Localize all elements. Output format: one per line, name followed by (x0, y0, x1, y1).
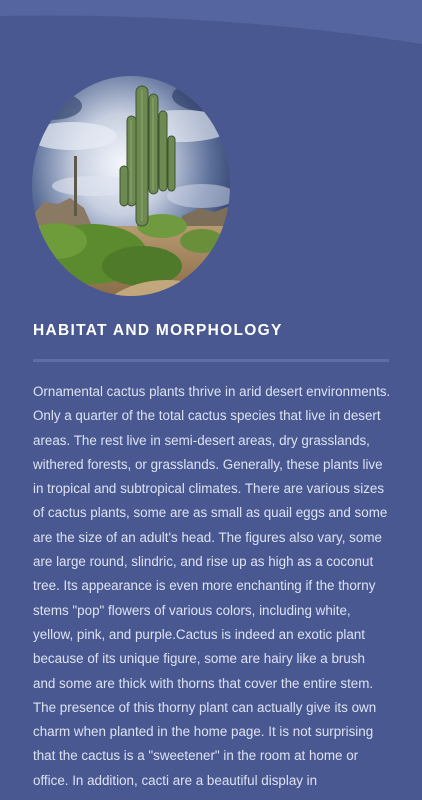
section-body-text: Ornamental cactus plants thrive in arid desert environments. Only a quarter of the total cactus species that live in desert areas. The rest live in semi-desert areas, dry grasslands, withered forests, or grasslands. Generally, these plants live in tropical and subtropical climates. There are various sizes of cactus plants, some are as small as quail eggs and some are the size of an adult's head. The figures also vary, some are large round, slindric, and rise up as high as a coconut tree. Its appearance is even more enchanting if the thorny stems "pop" flowers of various colors, including white, yellow, pink, and purple.Cactus is indeed an exotic plant because of its unique figure, some are hairy like a brush and some are thick with thorns that cover the entire stem. The presence of this thorny plant can actually give its own charm when planted in the home page. It is not surprising that the cactus is a "sweetener" in the room at home or office. In addition, cacti are a beautiful display in (33, 384, 391, 788)
section-heading: HABITAT AND MORPHOLOGY (33, 322, 283, 339)
top-wave-decoration (0, 0, 422, 60)
cactus-photo (32, 76, 230, 296)
heading-divider (33, 359, 389, 362)
